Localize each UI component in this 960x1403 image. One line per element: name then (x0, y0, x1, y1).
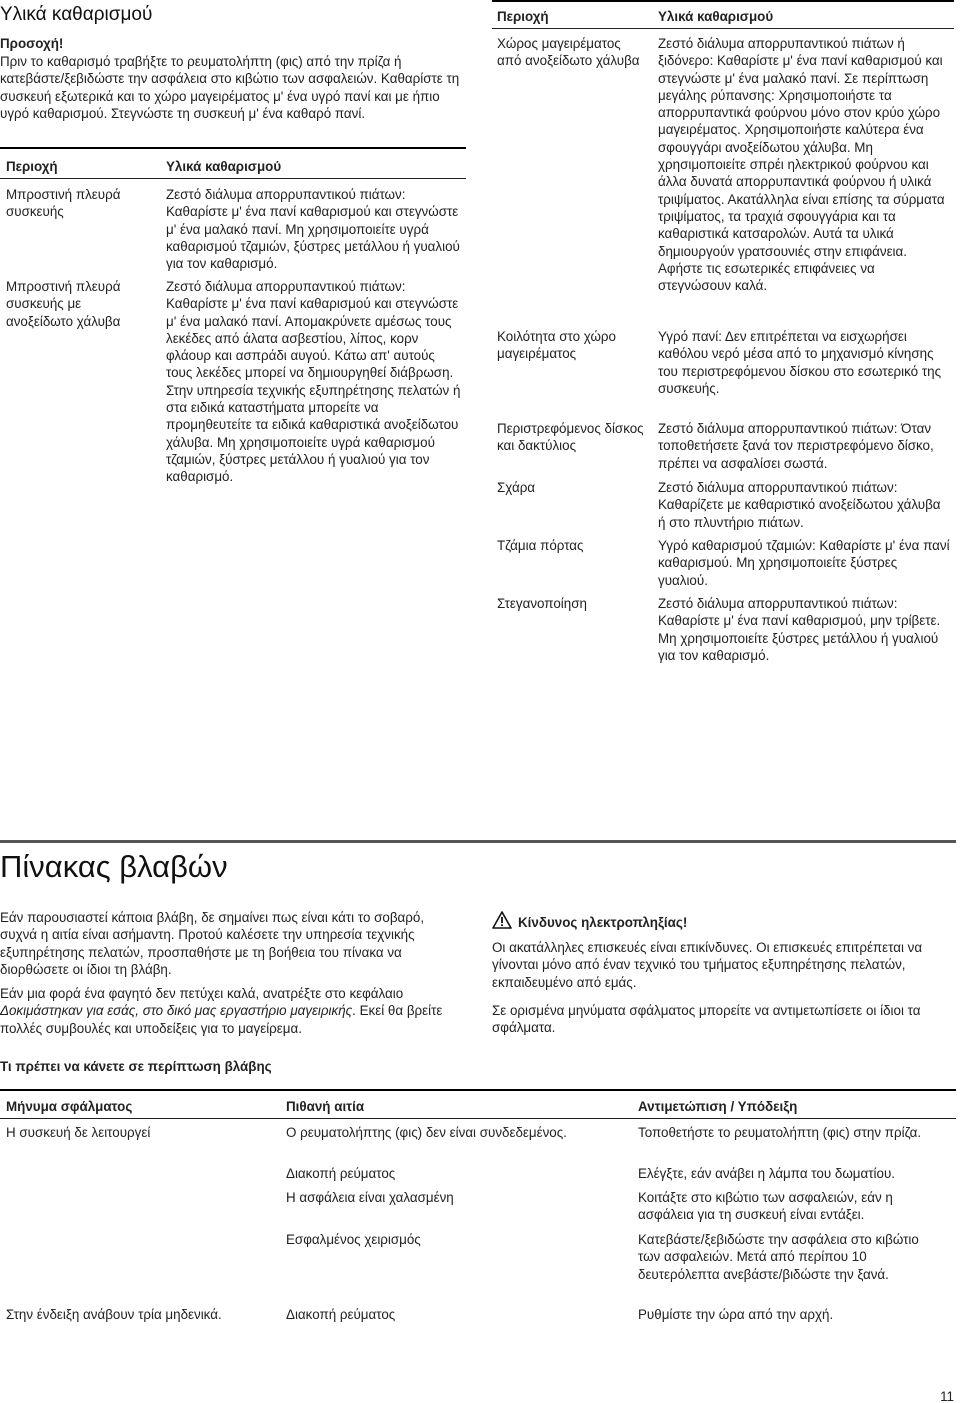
fault-row2-remedy: Ελέγξτε, εάν ανάβει η λάμπα του δωματίου. (638, 1166, 895, 1181)
fault-intro-para2 (0, 985, 462, 1037)
table-right-row1-area: Χώρος μαγειρέματος από ανοξείδωτο χάλυβα (497, 36, 640, 69)
fault-intro-para2-end: . Εκεί θα βρείτε πολλές συμβουλές και υποδείξεις για το μαγείρεμα. (0, 1003, 443, 1036)
fault-head-message: Μήνυμα σφάλματος (6, 1099, 133, 1114)
table-right-row6-material: Ζεστό διάλυμα απορρυπαντικού πιάτων: Καθαρίστε μ' ένα πανί καθαρισμού, μην τρίβετε. Μη χρησιμοποιείτε ξύστρες μετάλλου ή γυαλιού για τον καθαρισμό. (658, 596, 941, 663)
section-title-cleaning-agents: Υλικά καθαρισμού (0, 4, 153, 25)
table-left-head-material: Υλικά καθαρισμού (166, 159, 282, 174)
cleaning-intro-text: Πριν το καθαρισμό τραβήξτε το ρευματολήπτη (φις) από την πρίζα ή κατεβάστε/ξεβιδώστε την ασφάλεια στο κιβώτιο των ασφαλειών. Καθαρίστε τη συσκευή εξωτερικά και το χώρο μαγειρέματος μ' ένα υγρό πανί και με ήπιο υγρό καθαρισμού. Στεγνώστε τη συσκευή μ' ένα καθαρό πανί. (0, 54, 460, 121)
fault-intro-para1: Εάν παρουσιαστεί κάποια βλάβη, δε σημαίνει πως είναι κάτι το σοβαρό, συχνά η αιτία είναι ασήμαντη. Προτού καλέσετε την υπηρεσία τεχνικής εξυπηρέτησης πελατών, προσπαθήστε με τη βοήθεια του πίνακα να διορθώσετε οι ίδιοι τη βλάβη. (0, 910, 425, 977)
warning-title: Κίνδυνος ηλεκτροπληξίας! (518, 915, 688, 930)
table-left-row2-area: Μπροστινή πλευρά συσκευής με ανοξείδωτο χάλυβα (6, 279, 121, 329)
fault-row1-message: Η συσκευή δε λειτουργεί (6, 1125, 151, 1140)
fault-row3-remedy: Κοιτάξτε στο κιβώτιο των ασφαλειών, εάν η ασφάλεια για τη συσκευή είναι εντάξει. (638, 1190, 893, 1223)
fault-subheading: Τι πρέπει να κάνετε σε περίπτωση βλάβης (0, 1059, 272, 1074)
fault-row5-cause: Διακοπή ρεύματος (286, 1307, 396, 1322)
fault-table-top-rule (0, 1089, 956, 1091)
fault-row4-cause: Εσφαλμένος χειρισμός (286, 1232, 421, 1247)
fault-row5-remedy: Ρυθμίστε την ώρα από την αρχή. (638, 1307, 834, 1322)
table-right-row4-area: Σχάρα (497, 480, 536, 495)
table-left-row1-material: Ζεστό διάλυμα απορρυπαντικού πιάτων: Καθαρίστε μ' ένα πανί καθαρισμού και στεγνώστε μ' ένα μαλακό πανί. Μη χρησιμοποιείτε υγρά καθαρισμού τζαμιών, ξύστρες μετάλλου ή γυαλιού για τον καθαρισμό. (166, 187, 460, 272)
table-right-top-rule (492, 0, 954, 2)
fault-row2-cause: Διακοπή ρεύματος (286, 1166, 396, 1181)
attention-label: Προσοχή! (0, 36, 64, 51)
fault-row1-remedy: Τοποθετήστε το ρευματολήπτη (φις) στην πρίζα. (638, 1125, 922, 1140)
table-right-row5-area: Τζάμια πόρτας (497, 538, 584, 553)
fault-row4-remedy: Κατεβάστε/ξεβιδώστε την ασφάλεια στο κιβώτιο των ασφαλειών. Μετά από περίπου 10 δευτερόλεπτα ανεβάστε/βιδώστε την ξανά. (638, 1232, 919, 1282)
table-left-head-area: Περιοχή (6, 159, 58, 174)
table-right-row1-material: Ζεστό διάλυμα απορρυπαντικού πιάτων ή ξιδόνερο: Καθαρίστε μ' ένα πανί καθαρισμού και στεγνώστε μ' ένα μαλακό πανί. Σε περίπτωση μεγάλης ρύπανσης: Χρησιμοποιήστε τα απορρυπαντικά φούρνου μόνο στον κρύο χώρο μαγειρέματος. Χρησιμοποιήστε καλύτερα ένα σφουγγάρι ανοξείδωτου χάλυβα. Μη χρησιμοποιείτε σπρέι ηλεκτρικού φούρνου και άλλα δυνατά απορρυπαντικά φούρνου ή υλικά τριψίματος. Ακατάλληλα είναι επίσης τα σύρματα τριψίματος, τα τραχιά σφουγγάρια και τα καθαριστικά κατσαρολών. Αυτά τα υλικά δημιουργούν γρατσουνιές στην επιφάνεια. Αφήστε τις εσωτερικές επιφάνειες να στεγνώσουν καλά. (658, 36, 945, 294)
fault-row1-cause: Ο ρευματολήπτης (φις) δεν είναι συνδεδεμένος. (286, 1125, 567, 1140)
table-right-row3-area: Περιστρεφόμενος δίσκος και δακτύλιος (497, 421, 644, 454)
fault-head-cause: Πιθανή αιτία (286, 1099, 365, 1114)
table-right-row4-material: Ζεστό διάλυμα απορρυπαντικού πιάτων: Καθαρίζετε με καθαριστικό ανοξείδωτου χάλυβα ή στο πλυντήριο πιάτων. (658, 480, 941, 530)
table-right-head-material: Υλικά καθαρισμού (658, 9, 774, 24)
fault-row3-cause: Η ασφάλεια είναι χαλασμένη (286, 1190, 454, 1205)
section-divider (0, 840, 956, 843)
table-left-row1-area: Μπροστινή πλευρά συσκευής (6, 187, 121, 220)
table-left-row2-material: Ζεστό διάλυμα απορρυπαντικού πιάτων: Καθαρίστε μ' ένα πανί καθαρισμού και στεγνώστε μ' ένα μαλακό πανί. Απομακρύνετε αμέσως τους λεκέδες από άλατα ασβεστίου, λίπος, κορν φλάουρ και ασπράδι αυγού. Κάτω απ' αυτούς τους λεκέδες μπορεί να δημιουργηθεί διάβρωση. Στην υπηρεσία τεχνικής εξυπηρέτησης πελατών ή στα ειδικά καταστήματα μπορείτε να προμηθευτείτε τα ειδικά καθαριστικά ανοξείδωτου χάλυβα. Μη χρησιμοποιείτε υγρά καθαρισμού τζαμιών, ξύστρες μετάλλου ή γυαλιού για τον καθαρισμό. (166, 279, 461, 485)
fault-row5-message: Στην ένδειξη ανάβουν τρία μηδενικά. (6, 1307, 222, 1322)
table-right-row2-material: Υγρό πανί: Δεν επιτρέπεται να εισχωρήσει καθόλου νερό μέσα από το μηχανισμό κίνησης του περιστρεφόμενου δίσκου στο εσωτερικό της συσκευής. (658, 329, 942, 396)
warning-text-1: Οι ακατάλληλες επισκευές είναι επικίνδυνες. Οι επισκευές επιτρέπεται να γίνονται μόνο από έναν τεχνικό του τμήματος εξυπηρέτησης πελατών, εκπαιδευμένο από εμάς. (492, 940, 923, 990)
warning-triangle-icon (492, 911, 512, 929)
page-number: 11 (940, 1389, 954, 1403)
table-left-head-rule (0, 178, 466, 179)
table-right-head-rule (492, 28, 954, 29)
table-right-row2-area: Κοιλότητα στο χώρο μαγειρέματος (497, 329, 616, 362)
fault-intro-para2-start: Εάν μια φορά ένα φαγητό δεν πετύχει καλά, ανατρέξτε στο κεφάλαιο (0, 986, 404, 1001)
table-right-row5-material: Υγρό καθαρισμού τζαμιών: Καθαρίστε μ' ένα πανί καθαρισμού. Μη χρησιμοποιείτε ξύστρες γυαλιού. (658, 538, 950, 588)
warning-text-2: Σε ορισμένα μηνύματα σφάλματος μπορείτε να αντιμετωπίσετε οι ίδιοι τα σφάλματα. (492, 1003, 921, 1036)
table-right-head-area: Περιοχή (497, 9, 549, 24)
fault-head-remedy: Αντιμετώπιση / Υπόδειξη (638, 1099, 798, 1114)
table-right-row6-area: Στεγανοποίηση (497, 596, 587, 611)
fault-intro-para2-chapter: Δοκιμάστηκαν για εσάς, στο δικό μας εργαστήριο μαγειρικής (0, 1003, 353, 1019)
table-left-top-rule (0, 147, 466, 149)
fault-table-head-rule (0, 1118, 956, 1119)
table-right-row3-material: Ζεστό διάλυμα απορρυπαντικού πιάτων: Όταν τοποθετήσετε ξανά τον περιστρεφόμενο δίσκο, πρέπει να ασφαλίσει σωστά. (658, 421, 934, 471)
section-title-fault-table: Πίνακας βλαβών (0, 849, 228, 884)
